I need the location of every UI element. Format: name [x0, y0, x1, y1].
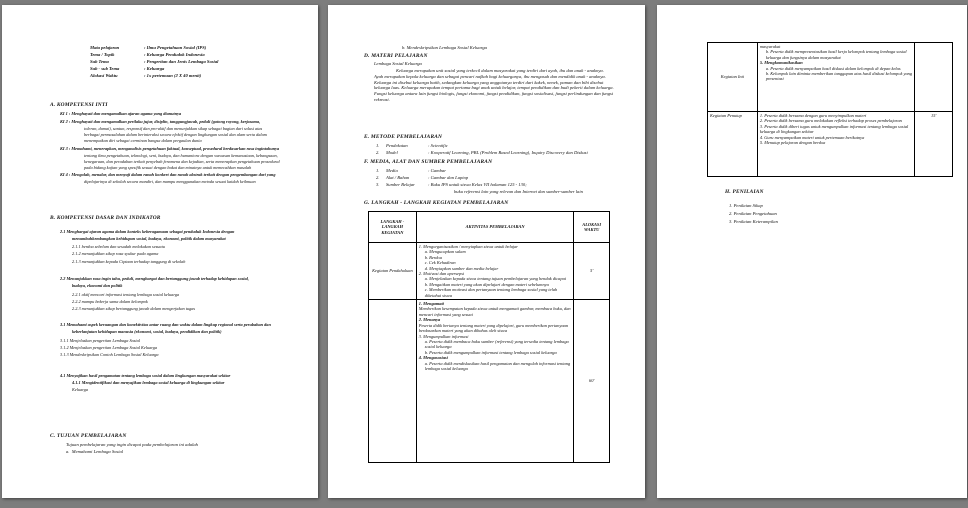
- activity-line: 1. Mengorganisasikan / menyiapkan siswa untuk belajar: [418, 244, 519, 249]
- activity-line: 1. Mengamati: [418, 301, 444, 307]
- section-heading-e: E. METODE PEMBELAJARAN: [364, 134, 443, 140]
- ki-line: menempatkan diri sebagai cerminan bangsa dalam pergaulan dunia: [84, 138, 202, 143]
- activity-line: 2. Peserta didik bersama guru melakukan refleksi terhadap proses pembelajaran: [759, 118, 902, 124]
- info-label: Tema / Topik: [90, 52, 115, 57]
- kd-line: 3.1.1 Menjelaskan pengertian Lembaga Sosial: [60, 338, 140, 343]
- document-page-2: [328, 5, 645, 498]
- kd-line: 2.1.2 menunjukkan sikap rasa syukur pada agama: [72, 251, 159, 256]
- activity-table-continued: [707, 42, 953, 177]
- kd-line: 4.1.1 Mengidentifikasi dan menyajikan lembaga sosial keluarga di lingkungan sekitar: [72, 380, 225, 385]
- info-value: : Keluarga: [144, 66, 165, 71]
- info-value: : Pengertian dan Jenis Lembaga Sosial: [144, 59, 219, 64]
- kd-line: 2.2 Menunjukkan rasa ingin tahu, peduli, menghargai dan bertanggung jawab terhadap kehidupan sosial,: [60, 276, 249, 281]
- activity-line: a. Peserta didik menyampaikan hasil diskusi dalam kelompok di depan kelas: [765, 65, 901, 71]
- section-heading-b: B. KOMPETENSI DASAR DAN INDIKATOR: [50, 215, 161, 221]
- row-label-pendahuluan: Kegiatan Pendahuluan: [369, 243, 417, 300]
- row-label-inti: Kegiatan Inti: [708, 43, 758, 112]
- activity-line: c. Memberikan motivasi dan pertanyaan tentang lembaga sosial yang telah diketahui siswa: [424, 287, 558, 298]
- media-value: : Gambar dan Laptop: [428, 175, 469, 180]
- metode-value: : Scientific: [428, 143, 448, 148]
- media-number: 3.: [376, 182, 380, 187]
- section-heading-d: D. MATERI PELAJARAN: [364, 53, 428, 59]
- activity-line: b. Peserta didik mempresentasikan hasil kerja kelompok tentang lembaga sosial keluarga dan fungsinya dalam masyarakat: [765, 49, 907, 60]
- activity-line: 3. Mengumpulkan informasi: [418, 333, 469, 339]
- activity-line: a. Menjelaskan kepada siswa tentang tujuan pembelajaran yang hendak dicapai: [424, 276, 566, 282]
- document-page-1: [2, 5, 318, 498]
- media-label: Media: [386, 168, 398, 173]
- ki-line: dipelajarinya di sekolah secara mandiri, dan mampu menggunakan metoda sesuai kaidah keilmuan: [84, 179, 256, 184]
- info-value: : 1x pertemuan (2 X 40 menit): [144, 73, 202, 78]
- section-heading-a: A. KOMPETENSI INTI: [50, 102, 108, 108]
- row-time-inti: 60': [574, 300, 610, 463]
- row-activities-penutup: [757, 112, 915, 177]
- ki-line: KI 4 : Mengolah, menalar, dan menyaji dalam ranah konkret dan ranah abstrak terkait dengan pengembangan dari yang: [60, 172, 276, 177]
- activity-line: 4. Guru menyampaikan materi untuk pertemuan berikutnya: [759, 134, 865, 140]
- info-label: Alokasi Waktu: [90, 73, 118, 78]
- ki-line: toleran, damai), santun, responsif dan pro-aktif dan menunjukkan sikap sebagai bagian dari solusi atas: [84, 126, 263, 131]
- ki-line: KI 2 : Menghayati dan mengamalkan perilaku jujur, disiplin, tanggungjawab, peduli (gotong royong, kerjasama,: [60, 119, 261, 124]
- table-row: [369, 243, 610, 300]
- metode-number: 2.: [376, 150, 380, 155]
- kd-line: Keluarga: [72, 387, 89, 392]
- activity-line: b. Mengaitkan materi yang akan dipelajari dengan materi sebelumnya: [424, 281, 549, 287]
- kd-line: 2.2.2 mampu bekerja sama dalam kelompok: [72, 299, 148, 304]
- info-value: : Keluarga Pendudok Indonesia: [144, 52, 205, 57]
- activity-line: a. Peserta didik membaca buku sumber (referensi) yang tersedia tentang lembaga sosial keluarga: [424, 338, 569, 350]
- kd-line: 3.1.2 Menjelaskan pengertian Lembaga Sosial Keluarga: [60, 345, 158, 350]
- metode-value: : Kooperatif Learning, PBL (Problem Based Learning), Inquiry Discovery dan Diskusi: [428, 150, 588, 155]
- activity-line: 2. Menanya: [418, 317, 441, 323]
- activity-line: 3. Peserta didik diberi tugas untuk mengumpulkan informasi tentang lembaga sosial keluarga di lingkungan sekitar: [759, 123, 909, 135]
- activity-table: [368, 211, 610, 463]
- metode-label: Model: [386, 150, 398, 155]
- section-heading-h: H. PENILAIAN: [725, 189, 764, 195]
- row-label-penutup: Kegiatan Penutup: [708, 112, 758, 177]
- kd-line: 2.1.3 menunjukkan kepada Ciptaan terhadap tanggung di sekolah: [72, 259, 186, 264]
- table-row: [708, 43, 953, 112]
- objective-item: b. Mendeskripsikan Lembaga Sosial Keluarga: [402, 45, 487, 50]
- activity-line: a. Mengucapkan salam: [424, 249, 466, 255]
- kd-line: 2.1 Menghargai ajaran agama dalam konteks keberagamaan sebagai penduduk Indonesia dengan: [60, 229, 235, 234]
- header-activity: AKTIVITAS PEMBELAJARAN: [416, 212, 574, 243]
- section-heading-g: G. LANGKAH - LANGKAH KEGIATAN PEMBELAJARAN: [364, 200, 509, 206]
- metode-label: Pendekatan: [386, 143, 408, 148]
- table-header-row: [369, 212, 610, 243]
- ki-line: kenegaraan, dan peradaban terkait penyebab fenomena dan kejadian, serta menerapkan pengetahuan prosedural: [84, 159, 280, 164]
- activity-line: masyarakat: [759, 44, 781, 49]
- info-value: : Ilmu Pengetahuan Sosial (IPS): [144, 45, 207, 50]
- kd-line: 2.2.1 aktif mencari informasi tentang lembaga sosial keluarga: [72, 292, 180, 297]
- ki-line: KI 3 : Memahami, menerapkan, menganalisis pengetahuan faktual, konseptual, prosedural berdasarkan rasa ingintahunya: [60, 146, 280, 151]
- ki-line: KI 1 : Menghayati dan mengamalkan ajaran agama yang dianutnya: [60, 111, 182, 116]
- document-page-3: [657, 5, 967, 498]
- section-heading-f: F. MEDIA, ALAT DAN SUMBER PEMBELAJARAN: [364, 159, 493, 165]
- activity-line: 2. Motivasi dan apersepsi: [418, 271, 465, 277]
- kd-line: menumbuhkembangkan kehidupan sosial, budaya, ekonomi, politik dalam masyarakat: [72, 236, 226, 241]
- media-number: 2.: [376, 175, 380, 180]
- activity-line: Memberikan kesempatan kepada siswa untuk mengamati gambar, membaca buku, dan mencari informasi yang sesuai: [418, 306, 571, 317]
- tujuan-intro: Tujuan pembelajaran yang ingin dicapai pada pembelajaran ini adalah: [66, 442, 198, 447]
- header-time: ALOKASI WAKTU: [574, 212, 610, 243]
- media-label: Sumber Belajar: [386, 182, 415, 187]
- info-label: Sub - sub Tema: [90, 66, 120, 71]
- row-activities-inti: [416, 300, 574, 463]
- kd-line: 3.1 Memahami aspek keruangan dan konektivitas antar ruang dan waktu dalam lingkup regional serta perubahan dan: [60, 322, 271, 327]
- activity-line: a. Peserta didik mendiskusikan hasil pengamatan dan mengolah informasi tentang lembaga sosial keluarga: [424, 360, 571, 371]
- row-label-inti: [369, 300, 417, 463]
- activity-line: b. Peserta didik mengumpulkan informasi tentang lembaga sosial keluarga: [424, 349, 557, 355]
- kd-line: 2.1.1 berdoa sebelum dan sesudah melakukan sesuatu: [72, 244, 165, 249]
- header-steps: LANGKAH - LANGKAH KEGIATAN: [369, 212, 417, 243]
- tujuan-item: a. Memahami Lembaga Sosial: [66, 449, 124, 454]
- penilaian-item: 1. Penilaian Sikap: [729, 203, 763, 208]
- table-row: [708, 112, 953, 177]
- materi-subtitle: Lembaga Sosial Keluarga: [374, 61, 422, 66]
- ki-line: pada bidang kajian yang spesifik sesuai dengan bakat dan minatnya untuk memecahkan masalah: [84, 165, 252, 170]
- materi-paragraph: Keluarga merupakan unit sosial yang terkecil dalam masyarakat yang terdiri dari ayah, ibu dan anak - anaknya. Ayah merupakan kepala keluarga dan sebagai pencari nafkah bagi keluarganya, ibu mengasuh dan mendidik anak - anaknya. Keluarga ini disebut keluarga batih, sedangkan keluarga yang anggotanya terdiri dari kakek, nenek, paman dan bibi disebut keluarga luas. Keluarga merupakan tempat pertama bagi anak untuk belajar, tempat pendidikan dan budi pekerti dalam keluarga. Fungsi keluarga antara lain fungsi biologis, fungsi ekonomi, fungsi pendidikan, fungsi sosialisasi, fungsi perlindungan dan fungsi rekreasi.: [374, 68, 614, 102]
- activity-line: Peserta didik bertanya tentang materi yang dipelajari, guru memberikan pertanyaan berdasarkan materi yang akan dibahas oleh siswa: [418, 322, 569, 334]
- kd-line: 3.1.3 Mendeskripsikan Contoh Lembaga Sosial Keluarga: [60, 352, 159, 357]
- activity-line: b. Kelompok lain diminta memberikan tanggapan atas hasil diskusi kelompok yang presentasi: [765, 71, 913, 82]
- metode-number: 1.: [376, 143, 380, 148]
- info-label: Sub Tema: [90, 59, 109, 64]
- media-value: : Gambar: [428, 168, 446, 173]
- penilaian-item: 2. Penilaian Pengetahuan: [729, 211, 777, 216]
- row-activities-pendahuluan: [416, 243, 574, 300]
- row-time-penutup: 15': [915, 112, 953, 177]
- kd-line: keberlanjutan kehidupan manusia (ekonomi, sosial, budaya, pendidikan dan politik): [72, 329, 222, 334]
- media-number: 1.: [376, 168, 380, 173]
- activity-line: 5. Mengkomunikasikan: [759, 60, 803, 66]
- activity-line: c. Cek Kehadiran: [424, 260, 456, 266]
- row-activities-inti: [757, 43, 915, 112]
- activity-line: 5. Menutup pelajaran dengan berdoa: [759, 140, 826, 146]
- media-extra: buku referensi lain yang relevan dan Internet dan sumber-sumber lain: [454, 189, 583, 194]
- ki-line: tentang ilmu pengetahuan, teknologi, seni, budaya, dan humaniora dengan wawasan kemanusiaan, kebangsaan,: [84, 153, 278, 158]
- kd-line: 4.1 Menyajikan hasil pengamatan tentang lembaga sosial dalam lingkungan masyarakat sekitar: [60, 373, 231, 378]
- table-row: [369, 300, 610, 463]
- activity-line: 4. Mengasosiasi: [418, 355, 448, 361]
- kd-line: 2.2.3 menunjukkan sikap bertanggung jawab dalam mengerjakan tugas: [72, 306, 196, 311]
- row-time-inti: [915, 43, 953, 112]
- row-time-pendahuluan: 5': [574, 243, 610, 300]
- ki-line: berbagai permasalahan dalam berinteraksi secara efektif dengan lingkungan sosial dan alam serta dalam: [84, 132, 267, 137]
- media-value: : Buku IPS untuk siswa Kelas VII halaman 125 - 130;: [428, 182, 527, 187]
- section-heading-c: C. TUJUAN PEMBELAJARAN: [50, 433, 127, 439]
- info-label: Mata pelajaran: [90, 45, 120, 50]
- activity-line: d. Menyiapkan sumber dan media belajar: [424, 265, 499, 271]
- media-label: Alat / Bahan: [386, 175, 410, 180]
- activity-line: b. Berdoa: [424, 254, 442, 260]
- penilaian-item: 3. Penilaian Keterampilan: [729, 219, 778, 224]
- kd-line: budaya, ekonomi dan politik: [72, 283, 123, 288]
- activity-line: 1. Peserta didik bersama dengan guru menyimpulkan materi: [759, 113, 867, 118]
